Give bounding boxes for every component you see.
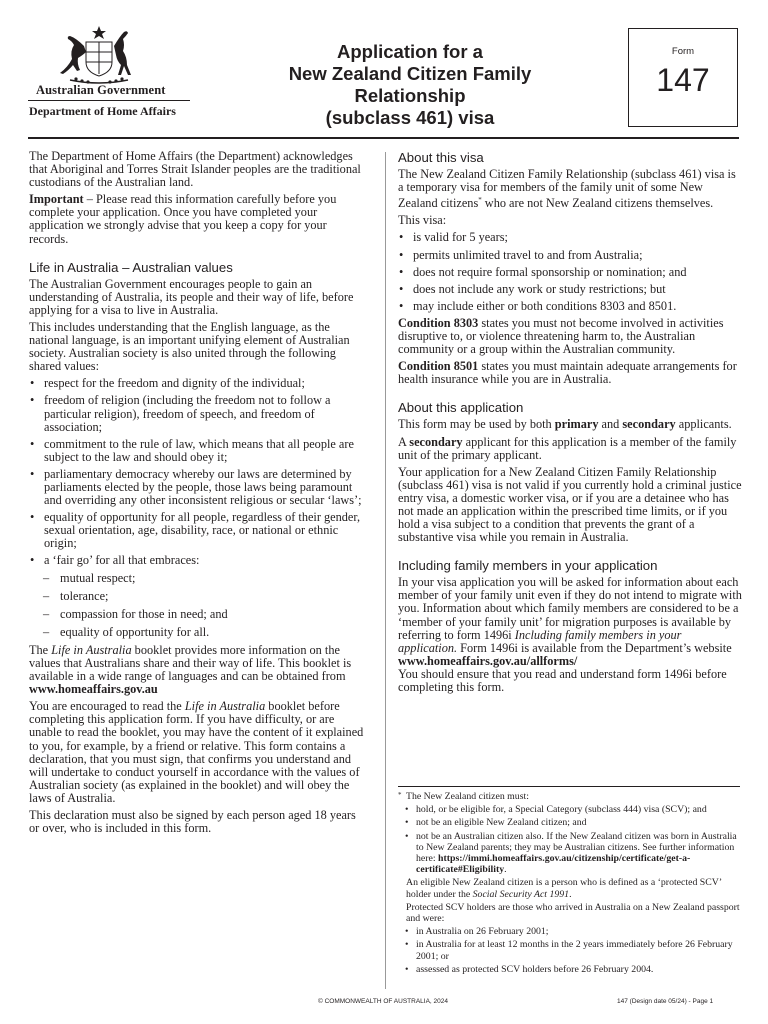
eligible-definition: [398, 877, 742, 899]
list-item: • parliamentary democracy whereby our laws are determined by parliaments elected by the people, those laws being paramount and overriding any other inconsistent religious or secular ‘laws’;: [29, 468, 367, 507]
family-paragraph-2: You should ensure that you read and understand form 1496i before completing this form.: [398, 666, 727, 694]
list-item: – tolerance;: [29, 590, 367, 603]
application-paragraph-2: [398, 436, 742, 462]
app-text-a: This form may be used by both: [398, 417, 555, 432]
values-paragraph-2: This includes understanding that the English language, as the national language, is an important unifying element of Australian society. Australian society is also united through the following shared values:: [29, 319, 350, 374]
list-item: • hold, or be eligible for, a Special Category (subclass 444) visa (SCV); and: [398, 804, 742, 815]
footnote-list-2: [398, 926, 742, 975]
list-item: • permits unlimited travel to and from Australia;: [398, 249, 742, 262]
encourage-paragraph: [29, 700, 367, 805]
family-paragraph-1: [398, 576, 742, 668]
this-visa-label: This visa:: [398, 213, 447, 228]
list-item: – equality of opportunity for all.: [29, 626, 367, 639]
fair-go-list: [29, 572, 367, 639]
application-paragraph-3: Your application for a New Zealand Citizen Family Relationship (subclass 461) visa is not valid if you currently hold a criminal justice entry visa, a domestic worker visa, or if you are a detainee who has not made an application within the prescribed time limits, or if you hold a visa subject to a condition that prevents the grant of a substantive visa while you remain in Australia.: [398, 464, 742, 545]
app-text-b: applicants.: [675, 417, 732, 432]
condition-8303-label: Condition 8303: [398, 315, 479, 330]
left-column: [29, 150, 367, 839]
list-item: • equality of opportunity for all people, regardless of their gender, sexual orientation, age, disability, race, or national or ethnic origin;: [29, 511, 367, 550]
title-line-2: New Zealand Citizen Family Relationship: [288, 63, 532, 106]
form-number: 147: [656, 62, 710, 98]
visa-features-list: [398, 231, 742, 312]
primary-label: primary: [554, 417, 599, 432]
eligible-text-b: .: [569, 888, 572, 900]
list-item: • assessed as protected SCV holders before 26 February 2004.: [398, 964, 742, 975]
footnote-text: not be an Australian citizen also. If the New Zealand citizen was born in Australia to New Zealand parents; they may be Australian citizens. See further information here:: [416, 830, 737, 865]
app2-text-b: applicant for this application is a member of the family unit of the primary applicant.: [398, 434, 737, 462]
acknowledgement-paragraph: The Department of Home Affairs (the Department) acknowledges that Aboriginal and Torres Strait Islander peoples are the traditional custodians of the Australian land.: [29, 149, 361, 190]
booklet-text-b: booklet provides more information on the values that Australians share and their way of life. This booklet is available in a wide range of languages and can be obtained from: [29, 642, 352, 684]
citizenship-link[interactable]: https://immi.homeaffairs.gov.au/citizenship/certificate/get-a-certificate#Eligibility: [416, 853, 691, 876]
family-text-b: Form 1496i is available from the Department’s website: [457, 640, 732, 655]
footnote-text: .: [504, 864, 507, 876]
copyright-notice: © COMMONWEALTH OF AUSTRALIA, 2024: [318, 998, 448, 1005]
family-members-heading: Including family members in your application: [398, 558, 658, 574]
page-title: [232, 41, 588, 129]
important-paragraph: [29, 193, 367, 245]
app-text-and: and: [598, 417, 623, 432]
logo-divider: [28, 100, 190, 101]
footnote-intro: The New Zealand citizen must:: [406, 791, 529, 802]
title-line-3: (subclass 461) visa: [325, 107, 495, 128]
condition-8303-text: states you must not become involved in activities disruptive to, or violence threatening harm to, the Australian community or a group within the Australian community.: [398, 315, 724, 357]
important-label: Important: [29, 192, 84, 207]
encourage-text-b: booklet before completing this application form. If you have difficulty, or are unable to read the booklet, you may have the content of it explained to you, for example, by a friend or relative. This form contains a declaration, that you must sign, that confirms you understand and will undertake to conduct yourself in accordance with the values of Australian society (as explained in the booklet) and will obey the laws of Australia.: [29, 699, 364, 805]
condition-8501-paragraph: [398, 360, 742, 386]
footnote-marker: *: [398, 791, 402, 799]
app2-text-a: A: [398, 434, 410, 449]
list-item: • in Australia on 26 February 2001;: [398, 926, 742, 937]
footnote-list-1: [398, 804, 742, 875]
secondary-label: secondary: [409, 434, 463, 449]
footnote-divider: [398, 786, 740, 787]
list-item: • commitment to the rule of law, which means that all people are subject to the law and should obey it;: [29, 438, 367, 464]
about-visa-text-a: The New Zealand Citizen Family Relationship (subclass 461) visa is a temporary visa for members of the family unit of some New Zealand citizens: [398, 167, 736, 211]
booklet-title: Life in Australia: [51, 642, 132, 657]
condition-8501-label: Condition 8501: [398, 359, 479, 374]
values-list: [29, 377, 367, 567]
form-number-box: [628, 28, 738, 127]
act-title: Social Security Act 1991: [472, 888, 570, 900]
application-paragraph-1: [398, 418, 742, 431]
list-item: • a ‘fair go’ for all that embraces:: [29, 554, 367, 567]
list-item: • does not require formal sponsorship or nomination; and: [398, 266, 742, 279]
about-visa-heading: About this visa: [398, 150, 484, 165]
about-application-heading: About this application: [398, 400, 524, 416]
right-column: [398, 150, 742, 698]
list-item: • is valid for 5 years;: [398, 231, 742, 244]
form-1496i-title: Including family members in your application.: [398, 627, 682, 655]
family-text-a: In your visa application you will be asked for information about each member of your family unit even if they do not intend to migrate with you. Information about which family members are considered to be a ‘member of your family unit’ for migration purposes is available by referring to form 1496i: [398, 575, 742, 642]
encourage-text-a: You are encouraged to read the: [29, 699, 185, 714]
list-item: • freedom of religion (including the freedom not to follow a particular religion), freedom of speech, and freedom of association;: [29, 394, 367, 433]
department-name: Department of Home Affairs: [29, 104, 176, 118]
list-item: – mutual respect;: [29, 572, 367, 585]
condition-8501-text: states you must maintain adequate arrangements for health insurance while you are in Australia.: [398, 359, 737, 387]
footnote-marker: *: [478, 196, 482, 205]
list-item: • may include either or both conditions 8303 and 8501.: [398, 300, 742, 313]
condition-8303-paragraph: [398, 317, 742, 356]
booklet-paragraph: [29, 644, 367, 696]
eligible-text-a: An eligible New Zealand citizen is a person who is defined as a ‘protected SCV’ holder under the: [406, 877, 722, 900]
list-item: • in Australia for at least 12 months in the 2 years immediately before 26 February 2001; or: [398, 939, 742, 961]
column-divider: [385, 152, 386, 989]
important-text: – Please read this information carefully before you complete your application. Once you have completed your application we strongly advise that you keep a copy for your records.: [29, 192, 337, 246]
protected-scv-text: Protected SCV holders are those who arrived in Australia on a New Zealand passport and were:: [406, 901, 740, 925]
list-item: • respect for the freedom and dignity of the individual;: [29, 377, 367, 390]
coat-of-arms-logo: [56, 24, 142, 86]
allforms-link[interactable]: www.homeaffairs.gov.au/allforms/: [398, 653, 578, 668]
list-item: [398, 831, 742, 876]
about-visa-paragraph: [398, 168, 742, 210]
list-item: – compassion for those in need; and: [29, 608, 367, 621]
list-item: • does not include any work or study restrictions; but: [398, 283, 742, 296]
header-divider: [28, 137, 739, 139]
government-name: Australian Government: [36, 83, 166, 97]
values-heading: Life in Australia – Australian values: [29, 259, 233, 275]
title-line-1: Application for a: [337, 41, 483, 62]
homeaffairs-link[interactable]: www.homeaffairs.gov.au: [29, 682, 158, 697]
about-visa-text-b: who are not New Zealand citizens themselves.: [481, 196, 714, 211]
form-label: Form: [671, 46, 695, 57]
list-item: • not be an eligible New Zealand citizen; and: [398, 817, 742, 828]
declaration-paragraph: This declaration must also be signed by each person aged 18 years or over, who is included in this form.: [29, 808, 356, 836]
footnote: [398, 791, 742, 977]
secondary-label: secondary: [622, 417, 676, 432]
encourage-booklet-title: Life in Australia: [184, 699, 266, 714]
values-paragraph-1: The Australian Government encourages people to gain an understanding of Australia, its people and their way of life, before applying for a visa to live in Australia.: [29, 276, 354, 317]
page-info: 147 (Design date 05/24) - Page 1: [617, 998, 714, 1005]
booklet-text-a: The: [29, 642, 52, 657]
